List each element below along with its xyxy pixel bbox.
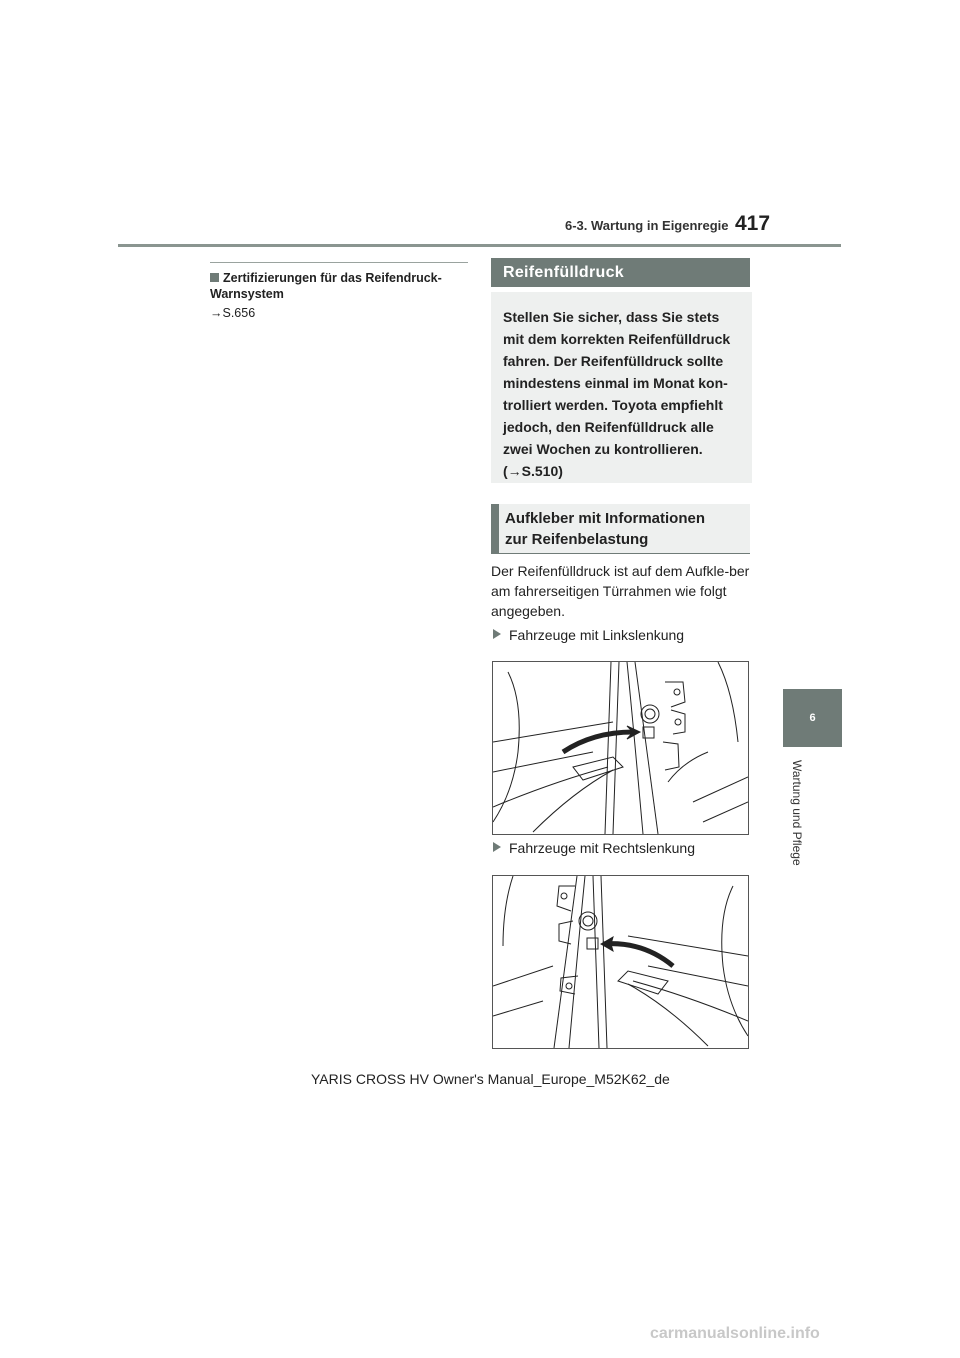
left-heading-rule	[210, 262, 468, 263]
bullet-left-hand-drive	[493, 627, 684, 643]
door-frame-illustration-rhd	[492, 875, 749, 1049]
chapter-number: 6	[809, 712, 816, 724]
bullet-text: Fahrzeuge mit Linkslenkung	[509, 627, 685, 643]
chapter-side-label	[790, 760, 804, 920]
info-line: mit dem korrekten Reifenfülldruck	[503, 331, 731, 347]
chapter-title: Wartung und Pflege	[790, 760, 804, 866]
chapter-tab	[783, 689, 842, 747]
info-line: mindestens einmal im Monat kon-	[503, 375, 728, 391]
info-line: fahren. Der Reifenfülldruck sollte	[503, 353, 724, 369]
info-line: jedoch, den Reifenfülldruck alle	[503, 419, 714, 435]
header-divider	[118, 244, 841, 247]
section-heading-line: zur Reifenbelastung	[505, 531, 649, 548]
square-bullet-icon	[210, 273, 219, 282]
section-heading-line: Aufkleber mit Informationen	[505, 510, 706, 527]
section-heading-label-info	[491, 504, 750, 554]
left-heading-text: Zertifizierungen für das Reifendruck-Warnsystem	[210, 271, 442, 301]
door-frame-illustration-lhd	[492, 661, 749, 835]
footer-manual-id: YARIS CROSS HV Owner's Manual_Europe_M52K62_de	[311, 1071, 670, 1087]
bullet-text: Fahrzeuge mit Rechtslenkung	[509, 840, 695, 856]
bullet-right-hand-drive	[493, 840, 695, 856]
triangle-bullet-icon	[493, 629, 501, 639]
info-line: (→S.510)	[503, 463, 563, 479]
watermark: carmanualsonline.info	[650, 1325, 820, 1342]
left-heading	[210, 270, 468, 302]
info-line: trolliert werden. Toyota empfiehlt	[503, 397, 723, 413]
header-section-title: 6-3. Wartung in Eigenregie	[565, 218, 729, 233]
label-body-text: Der Reifenfülldruck ist auf dem Aufkle-ber am fahrerseitigen Türrahmen wie folgt angegeben.	[491, 563, 750, 619]
tire-pressure-info-box	[491, 292, 752, 483]
page-number: 417	[735, 212, 771, 235]
section-heading-tire-pressure: Reifenfülldruck	[491, 258, 750, 287]
info-line: zwei Wochen zu kontrollieren.	[503, 441, 703, 457]
info-line: Stellen Sie sicher, dass Sie stets	[503, 309, 720, 325]
triangle-bullet-icon	[493, 842, 501, 852]
left-page-reference: →S.656	[210, 306, 256, 320]
